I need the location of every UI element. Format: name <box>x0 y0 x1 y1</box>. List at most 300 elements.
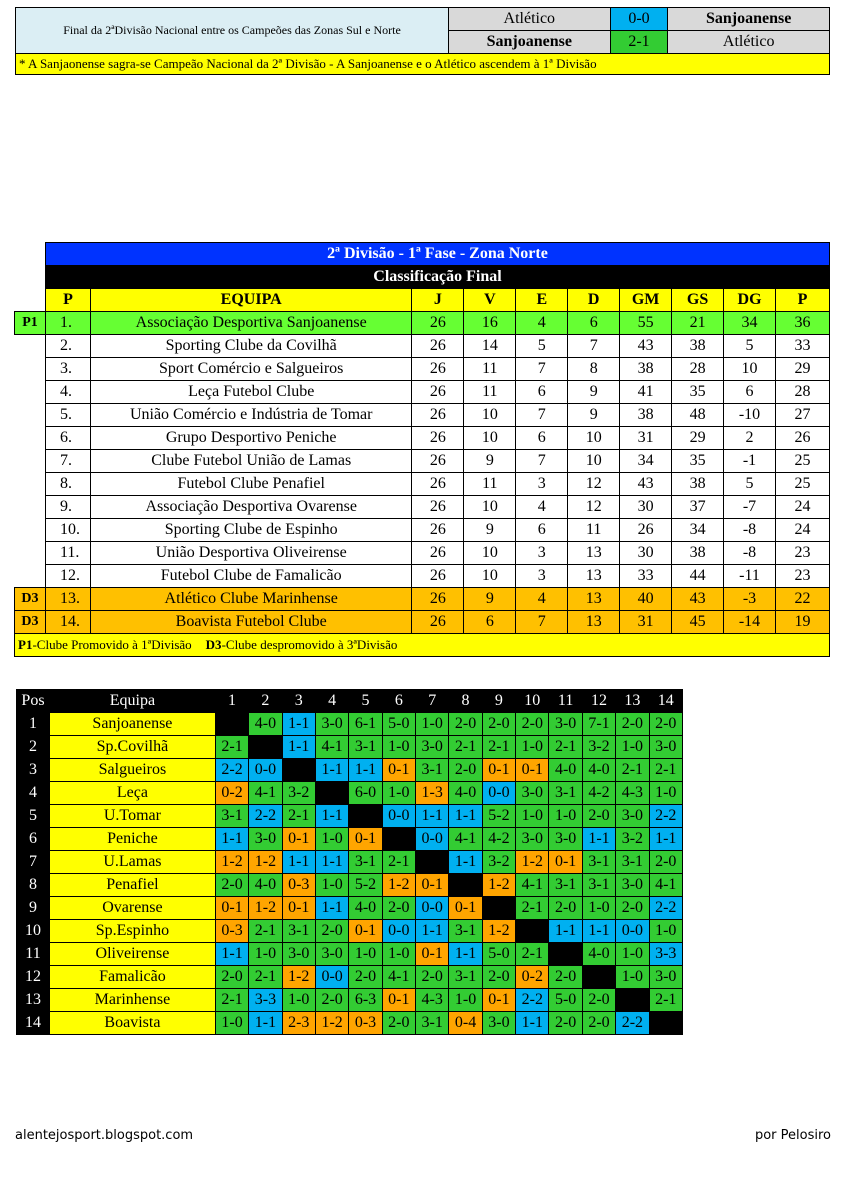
result-cell: 2-2 <box>516 989 549 1012</box>
result-cell: 3-0 <box>616 874 649 897</box>
stat-cell-v: 9 <box>464 450 516 473</box>
position-cell: 13. <box>45 588 90 611</box>
self-match-cell <box>549 943 582 966</box>
stat-cell-gs: 45 <box>672 611 724 634</box>
status-tag: P1 <box>15 312 46 335</box>
stat-cell-j: 26 <box>412 450 464 473</box>
result-cell: 3-1 <box>349 851 382 874</box>
matrix-team-name: Salgueiros <box>49 759 215 782</box>
position-cell: 2. <box>45 335 90 358</box>
matrix-row-number: 2 <box>17 736 50 759</box>
position-cell: 4. <box>45 381 90 404</box>
self-match-cell <box>416 851 449 874</box>
result-cell: 2-0 <box>315 920 348 943</box>
result-cell: 3-0 <box>516 782 549 805</box>
final-table <box>15 7 830 75</box>
stat-cell-e: 5 <box>516 335 568 358</box>
matrix-team-name: Boavista <box>49 1012 215 1035</box>
result-cell: 4-2 <box>582 782 615 805</box>
result-cell: 1-0 <box>616 736 649 759</box>
matrix-team-name: Sp.Covilhã <box>49 736 215 759</box>
stat-cell-gm: 38 <box>620 404 672 427</box>
result-cell: 1-0 <box>382 943 415 966</box>
legend-text: -Clube despromovido à 3ªDivisão <box>221 637 398 652</box>
result-cell: 2-1 <box>215 989 248 1012</box>
stat-cell-d: 6 <box>568 312 620 335</box>
result-cell: 1-0 <box>616 966 649 989</box>
position-cell: 9. <box>45 496 90 519</box>
result-cell: 4-1 <box>649 874 682 897</box>
matrix-row <box>17 920 683 943</box>
stat-cell-j: 26 <box>412 519 464 542</box>
stat-cell-e: 7 <box>516 611 568 634</box>
result-cell: 4-0 <box>249 713 282 736</box>
result-cell: 1-2 <box>282 966 315 989</box>
stat-cell-j: 26 <box>412 542 464 565</box>
status-tag <box>15 496 46 519</box>
result-cell: 2-2 <box>249 805 282 828</box>
status-tag <box>15 473 46 496</box>
result-cell: 2-0 <box>482 966 515 989</box>
result-cell: 2-0 <box>582 989 615 1012</box>
result-cell: 2-0 <box>616 713 649 736</box>
matrix-row-number: 14 <box>17 1012 50 1035</box>
stat-cell-gm: 30 <box>620 542 672 565</box>
result-cell: 3-0 <box>616 805 649 828</box>
result-cell: 4-0 <box>449 782 482 805</box>
result-cell: 2-0 <box>516 713 549 736</box>
matrix-row-number: 6 <box>17 828 50 851</box>
result-cell: 1-1 <box>649 828 682 851</box>
matrix-row <box>17 874 683 897</box>
result-cell: 2-3 <box>282 1012 315 1035</box>
footer-author: por Pelosiro <box>754 1128 831 1143</box>
result-cell: 1-1 <box>282 736 315 759</box>
result-cell: 2-1 <box>282 805 315 828</box>
result-cell: 3-2 <box>482 851 515 874</box>
standings-legend <box>15 634 830 657</box>
stat-cell-v: 11 <box>464 473 516 496</box>
result-cell: 1-0 <box>382 736 415 759</box>
result-cell: 3-2 <box>616 828 649 851</box>
result-cell: 2-2 <box>649 805 682 828</box>
stat-cell-gm: 31 <box>620 611 672 634</box>
team-name-cell: Sport Comércio e Salgueiros <box>90 358 412 381</box>
matrix-row <box>17 759 683 782</box>
standings-row <box>15 450 830 473</box>
stat-cell-p: 25 <box>775 473 829 496</box>
result-cell: 0-1 <box>382 989 415 1012</box>
result-cell: 1-0 <box>382 782 415 805</box>
result-cell: 1-2 <box>249 851 282 874</box>
position-cell: 5. <box>45 404 90 427</box>
team-name-cell: Associação Desportiva Ovarense <box>90 496 412 519</box>
result-cell: 2-1 <box>649 759 682 782</box>
matrix-header: 9 <box>482 690 515 713</box>
result-cell: 3-0 <box>315 713 348 736</box>
matrix-row <box>17 989 683 1012</box>
matrix-row-number: 8 <box>17 874 50 897</box>
result-cell: 3-0 <box>649 966 682 989</box>
stat-cell-v: 10 <box>464 427 516 450</box>
result-cell: 1-2 <box>315 1012 348 1035</box>
matrix-row-number: 13 <box>17 989 50 1012</box>
status-tag <box>15 358 46 381</box>
stat-cell-dg: -3 <box>724 588 776 611</box>
result-cell: 1-0 <box>516 736 549 759</box>
matrix-header: 14 <box>649 690 682 713</box>
stat-cell-dg: -1 <box>724 450 776 473</box>
matrix-row <box>17 713 683 736</box>
matrix-row <box>17 1012 683 1035</box>
result-cell: 2-0 <box>482 713 515 736</box>
matrix-header: 13 <box>616 690 649 713</box>
result-cell: 1-2 <box>482 874 515 897</box>
column-header: V <box>464 289 516 312</box>
matrix-team-name: Famalicão <box>49 966 215 989</box>
result-cell: 0-0 <box>482 782 515 805</box>
result-cell: 1-2 <box>249 897 282 920</box>
result-cell: 1-2 <box>215 851 248 874</box>
result-cell: 3-0 <box>549 828 582 851</box>
result-cell: 0-1 <box>416 874 449 897</box>
stat-cell-gs: 35 <box>672 450 724 473</box>
stat-cell-p: 23 <box>775 542 829 565</box>
stat-cell-gm: 26 <box>620 519 672 542</box>
result-cell: 0-1 <box>416 943 449 966</box>
result-cell: 0-1 <box>282 897 315 920</box>
result-cell: 3-0 <box>549 713 582 736</box>
stat-cell-dg: -7 <box>724 496 776 519</box>
matrix-team-name: Peniche <box>49 828 215 851</box>
stat-cell-gs: 38 <box>672 542 724 565</box>
matrix-row <box>17 897 683 920</box>
stat-cell-gs: 28 <box>672 358 724 381</box>
position-cell: 14. <box>45 611 90 634</box>
stat-cell-dg: -8 <box>724 519 776 542</box>
result-cell: 7-1 <box>582 713 615 736</box>
matrix-team-name: U.Tomar <box>49 805 215 828</box>
result-cell: 1-0 <box>416 713 449 736</box>
stat-cell-gm: 43 <box>620 335 672 358</box>
stat-cell-dg: 5 <box>724 335 776 358</box>
result-cell: 2-0 <box>582 805 615 828</box>
stat-cell-j: 26 <box>412 565 464 588</box>
result-cell: 2-1 <box>482 736 515 759</box>
stat-cell-e: 6 <box>516 381 568 404</box>
final-away-team: Atlético <box>668 31 830 54</box>
standings-row <box>15 496 830 519</box>
result-cell: 1-1 <box>416 920 449 943</box>
matrix-header: 11 <box>549 690 582 713</box>
self-match-cell <box>315 782 348 805</box>
result-cell: 2-0 <box>449 759 482 782</box>
result-cell: 0-1 <box>382 759 415 782</box>
result-cell: 1-1 <box>315 851 348 874</box>
stat-cell-d: 13 <box>568 542 620 565</box>
status-tag <box>15 404 46 427</box>
result-cell: 1-1 <box>582 920 615 943</box>
column-header: GM <box>620 289 672 312</box>
matrix-row <box>17 805 683 828</box>
self-match-cell <box>382 828 415 851</box>
standings-row <box>15 473 830 496</box>
result-cell: 1-2 <box>382 874 415 897</box>
position-cell: 10. <box>45 519 90 542</box>
stat-cell-p: 33 <box>775 335 829 358</box>
matrix-row-number: 3 <box>17 759 50 782</box>
result-cell: 1-1 <box>349 759 382 782</box>
result-cell: 6-0 <box>349 782 382 805</box>
team-name-cell: Associação Desportiva Sanjoanense <box>90 312 412 335</box>
matrix-row <box>17 782 683 805</box>
stat-cell-gs: 21 <box>672 312 724 335</box>
stat-cell-d: 10 <box>568 427 620 450</box>
result-cell: 1-1 <box>582 828 615 851</box>
stat-cell-d: 7 <box>568 335 620 358</box>
stat-cell-e: 4 <box>516 588 568 611</box>
position-cell: 3. <box>45 358 90 381</box>
stat-cell-j: 26 <box>412 358 464 381</box>
result-cell: 1-0 <box>616 943 649 966</box>
status-tag: D3 <box>15 611 46 634</box>
stat-cell-p: 36 <box>775 312 829 335</box>
matrix-header: 10 <box>516 690 549 713</box>
column-header: GS <box>672 289 724 312</box>
stat-cell-d: 12 <box>568 496 620 519</box>
matrix-team-name: Oliveirense <box>49 943 215 966</box>
self-match-cell <box>449 874 482 897</box>
stat-cell-e: 4 <box>516 312 568 335</box>
result-cell: 0-1 <box>349 828 382 851</box>
stat-cell-v: 10 <box>464 404 516 427</box>
legend-code: P1 <box>18 637 33 652</box>
stat-cell-d: 13 <box>568 588 620 611</box>
column-header: J <box>412 289 464 312</box>
matrix-row-number: 11 <box>17 943 50 966</box>
stat-cell-e: 7 <box>516 404 568 427</box>
result-cell: 4-2 <box>482 828 515 851</box>
stat-cell-e: 7 <box>516 358 568 381</box>
result-cell: 1-0 <box>649 920 682 943</box>
stat-cell-p: 27 <box>775 404 829 427</box>
result-cell: 2-0 <box>416 966 449 989</box>
team-name-cell: Futebol Clube de Famalicão <box>90 565 412 588</box>
result-cell: 2-0 <box>349 966 382 989</box>
footer-site: alentejosport.blogspot.com <box>15 1128 194 1143</box>
result-cell: 2-0 <box>649 713 682 736</box>
stat-cell-j: 26 <box>412 473 464 496</box>
position-cell: 1. <box>45 312 90 335</box>
self-match-cell <box>282 759 315 782</box>
result-cell: 0-1 <box>449 897 482 920</box>
matrix-row-number: 5 <box>17 805 50 828</box>
legend-code: D3 <box>205 637 222 652</box>
result-cell: 1-1 <box>416 805 449 828</box>
result-cell: 2-1 <box>249 966 282 989</box>
result-cell: 1-1 <box>315 805 348 828</box>
result-cell: 2-1 <box>516 897 549 920</box>
result-cell: 4-0 <box>349 897 382 920</box>
column-header: DG <box>724 289 776 312</box>
matrix-row <box>17 736 683 759</box>
result-cell: 1-1 <box>315 897 348 920</box>
stat-cell-dg: 2 <box>724 427 776 450</box>
matrix-team-name: Penafiel <box>49 874 215 897</box>
team-name-cell: Grupo Desportivo Peniche <box>90 427 412 450</box>
stat-cell-e: 6 <box>516 519 568 542</box>
final-note: * A Sanjaonense sagra-se Campeão Nacional da 2ª Divisão - A Sanjoanense e o Atlético ascendem à 1ª Divisão <box>16 54 830 75</box>
stat-cell-gs: 37 <box>672 496 724 519</box>
standings-row <box>15 611 830 634</box>
matrix-team-name: Sp.Espinho <box>49 920 215 943</box>
column-header: P <box>775 289 829 312</box>
standings-row <box>15 381 830 404</box>
result-cell: 0-0 <box>616 920 649 943</box>
final-title: Final da 2ªDivisão Nacional entre os Campeões das Zonas Sul e Norte <box>16 8 449 54</box>
result-cell: 0-1 <box>349 920 382 943</box>
final-home-team: Atlético <box>449 8 611 31</box>
result-cell: 0-0 <box>382 920 415 943</box>
result-cell: 1-1 <box>315 759 348 782</box>
result-cell: 3-1 <box>449 920 482 943</box>
result-cell: 2-0 <box>215 966 248 989</box>
result-cell: 0-3 <box>215 920 248 943</box>
stat-cell-j: 26 <box>412 312 464 335</box>
final-game-row <box>16 8 830 31</box>
self-match-cell <box>215 713 248 736</box>
stat-cell-gs: 29 <box>672 427 724 450</box>
team-name-cell: União Desportiva Oliveirense <box>90 542 412 565</box>
result-cell: 0-1 <box>516 759 549 782</box>
result-cell: 2-1 <box>382 851 415 874</box>
stat-cell-e: 7 <box>516 450 568 473</box>
stat-cell-d: 13 <box>568 611 620 634</box>
result-cell: 0-1 <box>549 851 582 874</box>
stat-cell-v: 14 <box>464 335 516 358</box>
matrix-row-number: 7 <box>17 851 50 874</box>
standings-row <box>15 312 830 335</box>
stat-cell-gm: 38 <box>620 358 672 381</box>
final-score: 0-0 <box>610 8 668 31</box>
result-cell: 5-0 <box>482 943 515 966</box>
result-cell: 2-0 <box>382 897 415 920</box>
position-cell: 7. <box>45 450 90 473</box>
result-cell: 1-1 <box>516 1012 549 1035</box>
status-tag <box>15 542 46 565</box>
status-tag <box>15 450 46 473</box>
result-cell: 2-2 <box>616 1012 649 1035</box>
matrix-header: Pos <box>17 690 50 713</box>
result-cell: 0-0 <box>249 759 282 782</box>
result-cell: 1-1 <box>249 1012 282 1035</box>
standings-subtitle: Classificação Final <box>45 266 829 289</box>
result-cell: 1-1 <box>282 713 315 736</box>
stat-cell-p: 24 <box>775 519 829 542</box>
column-header: E <box>516 289 568 312</box>
position-cell: 12. <box>45 565 90 588</box>
stat-cell-gm: 40 <box>620 588 672 611</box>
result-cell: 0-0 <box>382 805 415 828</box>
result-cell: 1-2 <box>516 851 549 874</box>
result-cell: 0-1 <box>215 897 248 920</box>
stat-cell-gs: 34 <box>672 519 724 542</box>
matrix-row-number: 10 <box>17 920 50 943</box>
status-tag: D3 <box>15 588 46 611</box>
matrix-row-number: 9 <box>17 897 50 920</box>
stat-cell-gs: 38 <box>672 335 724 358</box>
result-cell: 3-0 <box>649 736 682 759</box>
result-cell: 0-4 <box>449 1012 482 1035</box>
team-name-cell: Atlético Clube Marinhense <box>90 588 412 611</box>
result-cell: 2-1 <box>215 736 248 759</box>
stat-cell-p: 25 <box>775 450 829 473</box>
result-cell: 0-2 <box>215 782 248 805</box>
self-match-cell <box>649 1012 682 1035</box>
result-cell: 2-1 <box>549 736 582 759</box>
result-cell: 3-1 <box>282 920 315 943</box>
team-name-cell: Leça Futebol Clube <box>90 381 412 404</box>
result-cell: 1-0 <box>349 943 382 966</box>
result-cell: 1-1 <box>449 943 482 966</box>
stat-cell-p: 28 <box>775 381 829 404</box>
standings-row <box>15 404 830 427</box>
stat-cell-v: 11 <box>464 381 516 404</box>
stat-cell-v: 10 <box>464 496 516 519</box>
team-name-cell: Boavista Futebol Clube <box>90 611 412 634</box>
result-cell: 4-0 <box>582 759 615 782</box>
stat-cell-dg: -8 <box>724 542 776 565</box>
result-cell: 2-0 <box>449 713 482 736</box>
position-cell: 11. <box>45 542 90 565</box>
stat-cell-j: 26 <box>412 496 464 519</box>
column-header: D <box>568 289 620 312</box>
result-cell: 0-1 <box>282 828 315 851</box>
status-tag <box>15 335 46 358</box>
matrix-team-name: Marinhense <box>49 989 215 1012</box>
matrix-row-number: 1 <box>17 713 50 736</box>
result-cell: 2-0 <box>382 1012 415 1035</box>
result-cell: 2-0 <box>549 897 582 920</box>
result-cell: 2-0 <box>616 897 649 920</box>
matrix-header: 5 <box>349 690 382 713</box>
result-cell: 2-2 <box>215 759 248 782</box>
status-tag <box>15 381 46 404</box>
stat-cell-p: 24 <box>775 496 829 519</box>
result-cell: 1-0 <box>249 943 282 966</box>
matrix-team-name: Ovarense <box>49 897 215 920</box>
final-away-team: Sanjoanense <box>668 8 830 31</box>
stat-cell-gm: 34 <box>620 450 672 473</box>
team-name-cell: União Comércio e Indústria de Tomar <box>90 404 412 427</box>
stat-cell-p: 19 <box>775 611 829 634</box>
result-cell: 4-3 <box>616 782 649 805</box>
result-cell: 0-1 <box>482 759 515 782</box>
stat-cell-gm: 43 <box>620 473 672 496</box>
stat-cell-d: 9 <box>568 404 620 427</box>
stat-cell-v: 9 <box>464 519 516 542</box>
matrix-header: 7 <box>416 690 449 713</box>
stat-cell-dg: -11 <box>724 565 776 588</box>
stat-cell-gs: 48 <box>672 404 724 427</box>
status-tag <box>15 519 46 542</box>
matrix-header: 8 <box>449 690 482 713</box>
stat-cell-p: 26 <box>775 427 829 450</box>
position-cell: 8. <box>45 473 90 496</box>
stat-cell-dg: 6 <box>724 381 776 404</box>
result-cell: 1-0 <box>649 782 682 805</box>
result-cell: 6-3 <box>349 989 382 1012</box>
